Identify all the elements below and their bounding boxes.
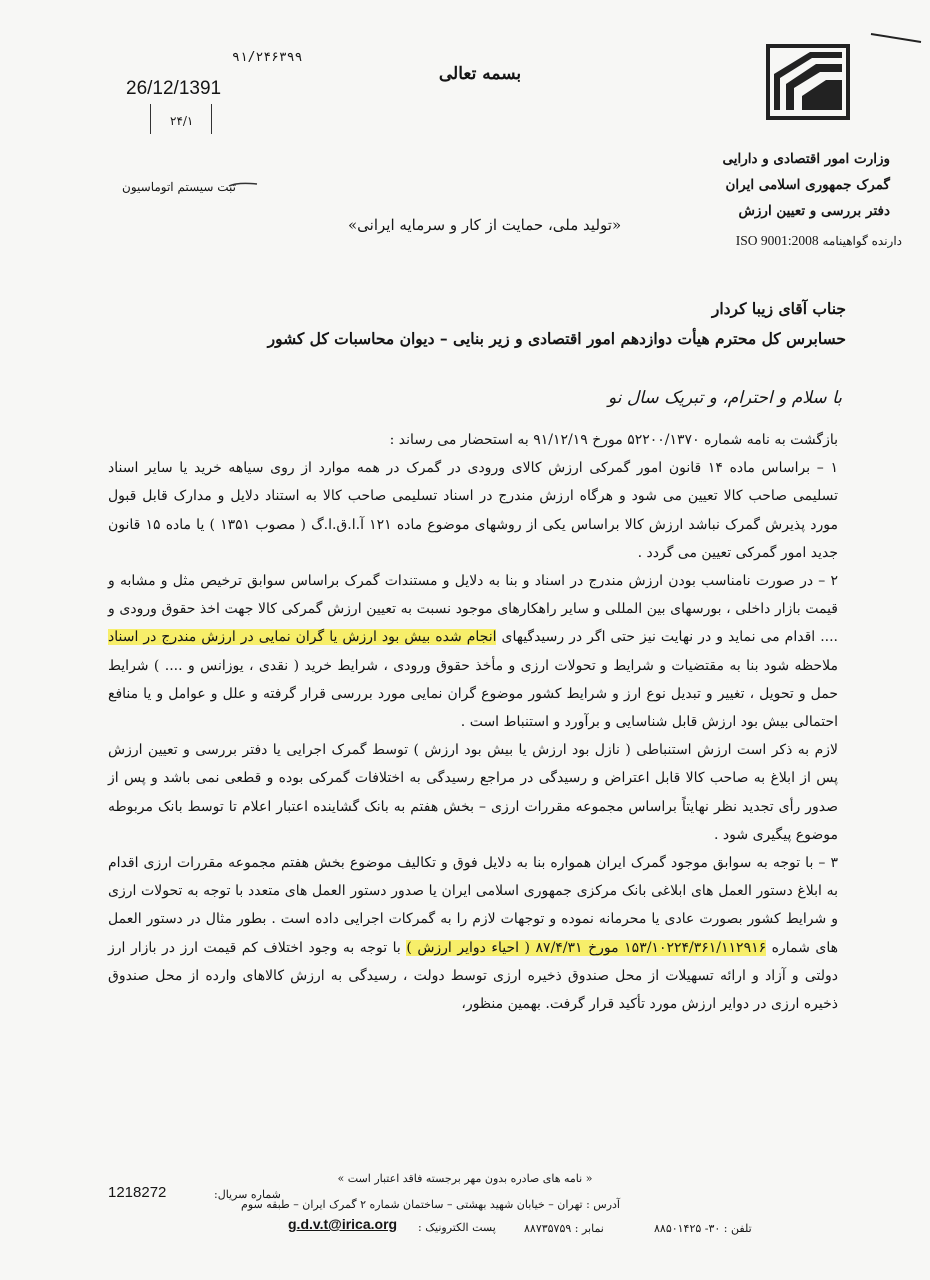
letter-body xyxy=(108,426,838,1018)
org-ministry: وزارت امور اقتصادی و دارایی xyxy=(722,151,890,167)
org-customs: گمرک جمهوری اسلامی ایران xyxy=(725,177,890,193)
serial-label: شماره سریال: xyxy=(214,1188,281,1201)
letter-number: ۹۱/۲۴۶۳۹۹ xyxy=(232,50,303,65)
footer-fax: نمابر : ۸۸۷۳۵۷۵۹ xyxy=(524,1222,604,1235)
recipient-block xyxy=(146,294,846,354)
footer-telephone: تلفن : ۳۰- ۸۸۵۰۱۴۲۵ xyxy=(654,1222,752,1235)
pen-stroke-mark xyxy=(228,182,258,188)
highlighted-phrase: انجام شده بیش بود ارزش یا گران نمایی در ارزش مندرج در اسناد xyxy=(108,629,497,646)
iso-code: ISO 9001:2008 xyxy=(735,233,819,248)
body-intro: بازگشت به نامه شماره ۵۲۲۰۰/۱۳۷۰ مورخ ۹۱/۱۲/۱۹ به استحضار می رساند : xyxy=(389,432,838,448)
organization-block xyxy=(630,146,890,224)
body-paragraph-1: ۱ – براساس ماده ۱۴ قانون امور گمرکی ارزش کالای ورودی در گمرک در همه موارد از روی سیاهه خرید یا سایر اسناد تسلیمی صاحب کالا تعیین می شود و هرگاه ارزش مندرج در اسناد تسلیمی صاحب کالا به استناد دلایل و مدارک قابل قبول مورد پذیرش گمرک نباشد ارزش کالا براساس یکی از روشهای موضوع ماده ۱۲۱ آ.ا.ق.ا.گ ( مصوب ۱۳۵۱ ) یا ماده ۱۵ قانون جدید امور گمرکی تعیین می گردد . xyxy=(108,460,839,561)
email-label: پست الکترونیک : xyxy=(418,1221,496,1234)
body-paragraph-3-a: ۳ – با توجه به سوابق موجود گمرک ایران همواره بنا به دلایل فوق و تکالیف موضوع بخش هفتم مجموعه مقررات ارزی اقدام به ابلاغ دستور العمل های ابلاغی بانک مرکزی جمهوری اسلامی ایران یا صدور دستور العمل های متعدد با توجه به تحولات ارزی و شرایط کشور بصورت عادی یا محرمانه نموده و توجهات لازم را به گمرکات اجرایی داده است . بطور مثال در دستور العمل های شماره xyxy=(108,855,839,956)
automation-registration-label: ثبت سیستم اتوماسیون xyxy=(122,180,237,194)
edge-pen-mark xyxy=(870,30,922,46)
recipient-name: جناب آقای زیبا کردار xyxy=(711,299,846,318)
letter-date: 26/12/1391 xyxy=(126,78,222,99)
footer-email: g.d.v.t@irica.org xyxy=(288,1216,398,1232)
highlighted-reference: ۱۵۳/۱۰۲۲۴/۳۶۱/۱۱۲۹۱۶ مورخ ۸۷/۴/۳۱ ( احیاء دوایر ارزش ) xyxy=(406,939,767,956)
basmala-heading: بسمه تعالی xyxy=(438,64,522,84)
body-paragraph-2 xyxy=(108,567,838,736)
body-paragraph-2-a: ۲ – در صورت نامناسب بودن ارزش مندرج در اسناد و بنا به دلایل و مستندات گمرک براساس سوابق ترخیص مثل و مشابه و قیمت بازار داخلی ، بورسهای بین المللی و سایر راهکارهای موجود نسبت به تعیین ارزش گمرکی کالا جهت اخذ حقوق ورودی و .... اقدام می نماید و در نهایت نیز حتی اگر در رسیدگیهای xyxy=(108,573,839,646)
iso-certificate xyxy=(642,232,902,250)
body-note-paragraph: لازم به ذکر است ارزش استنباطی ( نازل بود ارزش یا بیش بود ارزش ) توسط گمرک اجرایی یا دفتر بررسی و تعیین ارزش پس از ابلاغ به صاحب کالا قابل اعتراض و رسیدگی در مراجع رسیدگی به اختلافات گمرکی بوده و قطعی نمی باشد و پس از صدور رأی تجدید نظر نهایتاً براساس مجموعه مقررات ارزی – بخش هفتم به بانک گشاینده اعتبار اعلام تا توسط بانک مربوطه موضوع پیگیری شود . xyxy=(108,742,838,843)
slogan: «تولید ملی، حمایت از کار و سرمایه ایرانی» xyxy=(348,216,622,234)
serial-number: 1218272 xyxy=(108,1184,167,1201)
body-paragraph-2-b: ملاحظه شود بنا به مقتضیات و شرایط و تحولات ارزی و مأخذ حقوق ورودی ، شرایط خرید ( نقدی ، یوزانس و .... ) شرایط حمل و تحویل ، تغییر و تبدیل نوع ارز و شرایط کشور موضوع گران نمایی مورد بررسی قرار گرفته و علل و عوامل و یا منافع احتمالی بیش بود ارزش قابل شناسایی و برآورد و استنباط است . xyxy=(108,657,838,731)
org-office: دفتر بررسی و تعیین ارزش xyxy=(738,203,890,219)
customs-logo-icon xyxy=(766,44,850,120)
iso-label: دارنده گواهینامه xyxy=(822,234,902,248)
attachment-number: ۲۴/۱ xyxy=(170,114,194,128)
body-paragraph-3 xyxy=(108,849,838,1018)
greeting-handwritten: با سلام و احترام، و تبریک سال نو xyxy=(607,388,842,408)
footer-validity-note: « نامه های صادره بدون مهر برجسته فاقد اعتبار است » xyxy=(337,1172,593,1185)
footer-address: آدرس : تهران – خیابان شهید بهشتی – ساختمان شماره ۲ گمرک ایران – طبقه سوم xyxy=(241,1198,620,1211)
recipient-title: حسابرس کل محترم هیأت دوازدهم امور اقتصادی و زیر بنایی – دیوان محاسبات کل کشور xyxy=(267,329,846,348)
body-paragraph-3-b: با توجه به وجود اختلاف کم قیمت ارز در بازار ارز دولتی و آزاد و ارائه تسهیلات از محل صندوق ذخیره ارزی توسط دولت ، رسیدگی به ارزش کالاهای وارده از محل صندوق ذخیره ارزی در دوایر ارزش مورد تأکید قرار گرفت. بهمین منظور، xyxy=(108,939,838,1013)
